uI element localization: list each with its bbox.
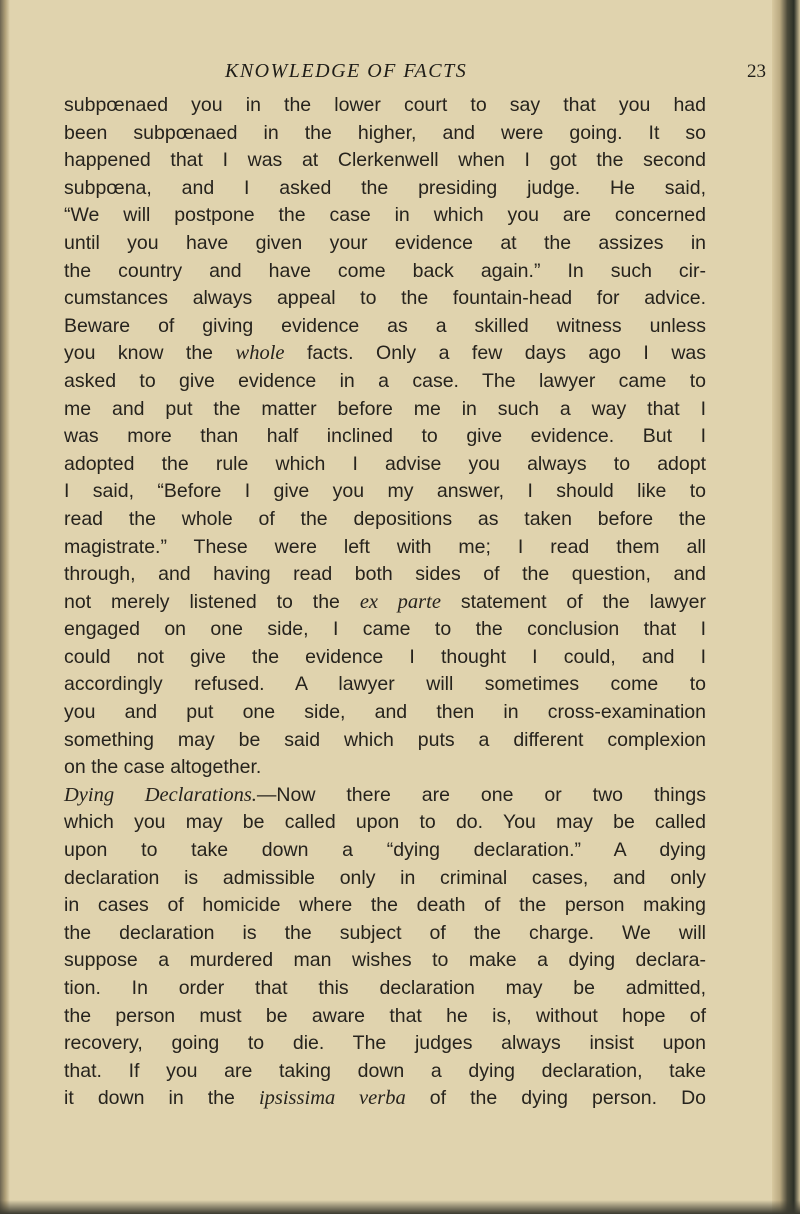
- text-line: you and put one side, and then in cross-examination: [64, 701, 706, 724]
- text-run: of the dying person. Do: [405, 1087, 707, 1110]
- page-fore-edge: [772, 0, 800, 1214]
- text-line: me and put the matter before me in such a way that I: [64, 397, 706, 420]
- text-line: Beware of giving evidence as a skilled witness unless: [64, 314, 706, 337]
- text-line: subpœna, and I asked the presiding judge. He said,: [64, 176, 706, 199]
- page-number: 23: [747, 61, 766, 82]
- text-line: I said, “Before I give you my answer, I should like to: [64, 480, 706, 503]
- text-line: engaged on one side, I came to the conclusion that I: [64, 618, 706, 641]
- text-line: [64, 340, 706, 368]
- page-binding-edge: [0, 0, 10, 1214]
- text-run: you know the: [64, 342, 236, 365]
- text-line: upon to take down a “dying declaration.” A dying: [64, 839, 706, 862]
- text-run: not merely listened to the: [64, 590, 360, 613]
- text-run: it down in the: [64, 1087, 259, 1110]
- text-line: accordingly refused. A lawyer will sometimes come to: [64, 673, 706, 696]
- text-run: —Now there are one or two things: [256, 783, 706, 806]
- running-head: [0, 60, 800, 86]
- text-line: the country and have come back again.” In such cir-: [64, 259, 706, 282]
- text-line: could not give the evidence I thought I could, and I: [64, 645, 706, 668]
- page-bottom-shadow: [0, 1200, 800, 1214]
- text-line: adopted the rule which I advise you always to adopt: [64, 452, 706, 475]
- text-line: magistrate.” These were left with me; I read them all: [64, 535, 706, 558]
- running-head-title: KNOWLEDGE OF FACTS: [225, 60, 468, 82]
- text-line: [64, 1085, 706, 1113]
- text-line: subpœnaed you in the lower court to say that you had: [64, 94, 706, 116]
- text-line: the person must be aware that he is, without hope of: [64, 1004, 706, 1027]
- text-line: tion. In order that this declaration may be admitted,: [64, 977, 706, 999]
- text-line: cumstances always appeal to the fountain-head for advice.: [64, 287, 706, 310]
- text-line: asked to give evidence in a case. The lawyer came to: [64, 369, 706, 392]
- emphasis-text: ipsissima verba: [258, 1087, 406, 1110]
- text-line: the declaration is the subject of the charge. We will: [64, 921, 706, 944]
- text-line: “We will postpone the case in which you are concerned: [64, 204, 706, 227]
- text-line: [64, 589, 706, 617]
- body-text: [64, 92, 706, 1113]
- text-line: been subpœnaed in the higher, and were going. It so: [64, 121, 706, 144]
- text-line: happened that I was at Clerkenwell when I got the second: [64, 149, 706, 172]
- section-heading-line: [64, 782, 706, 810]
- text-line: declaration is admissible only in criminal cases, and only: [64, 866, 706, 889]
- text-line: through, and having read both sides of the question, and: [64, 563, 706, 586]
- text-line: recovery, going to die. The judges always insist upon: [64, 1032, 706, 1055]
- emphasis-text: whole: [235, 342, 285, 365]
- text-line: in cases of homicide where the death of the person making: [64, 894, 706, 917]
- text-line: which you may be called upon to do. You may be called: [64, 811, 706, 834]
- text-line: read the whole of the depositions as taken before the: [64, 507, 706, 530]
- text-line: until you have given your evidence at the assizes in: [64, 231, 706, 254]
- text-line: was more than half inclined to give evidence. But I: [64, 425, 706, 448]
- text-line: something may be said which puts a different complexion: [64, 728, 706, 751]
- text-run: statement of the lawyer: [440, 590, 706, 613]
- text-line: on the case altogether.: [64, 756, 262, 779]
- emphasis-text: ex parte: [359, 590, 441, 613]
- text-run: facts. Only a few days ago I was: [284, 342, 707, 365]
- text-line: that. If you are taking down a dying declaration, take: [64, 1059, 706, 1082]
- section-heading: Dying Declarations.: [64, 783, 257, 806]
- text-line: suppose a murdered man wishes to make a dying declara-: [64, 949, 706, 972]
